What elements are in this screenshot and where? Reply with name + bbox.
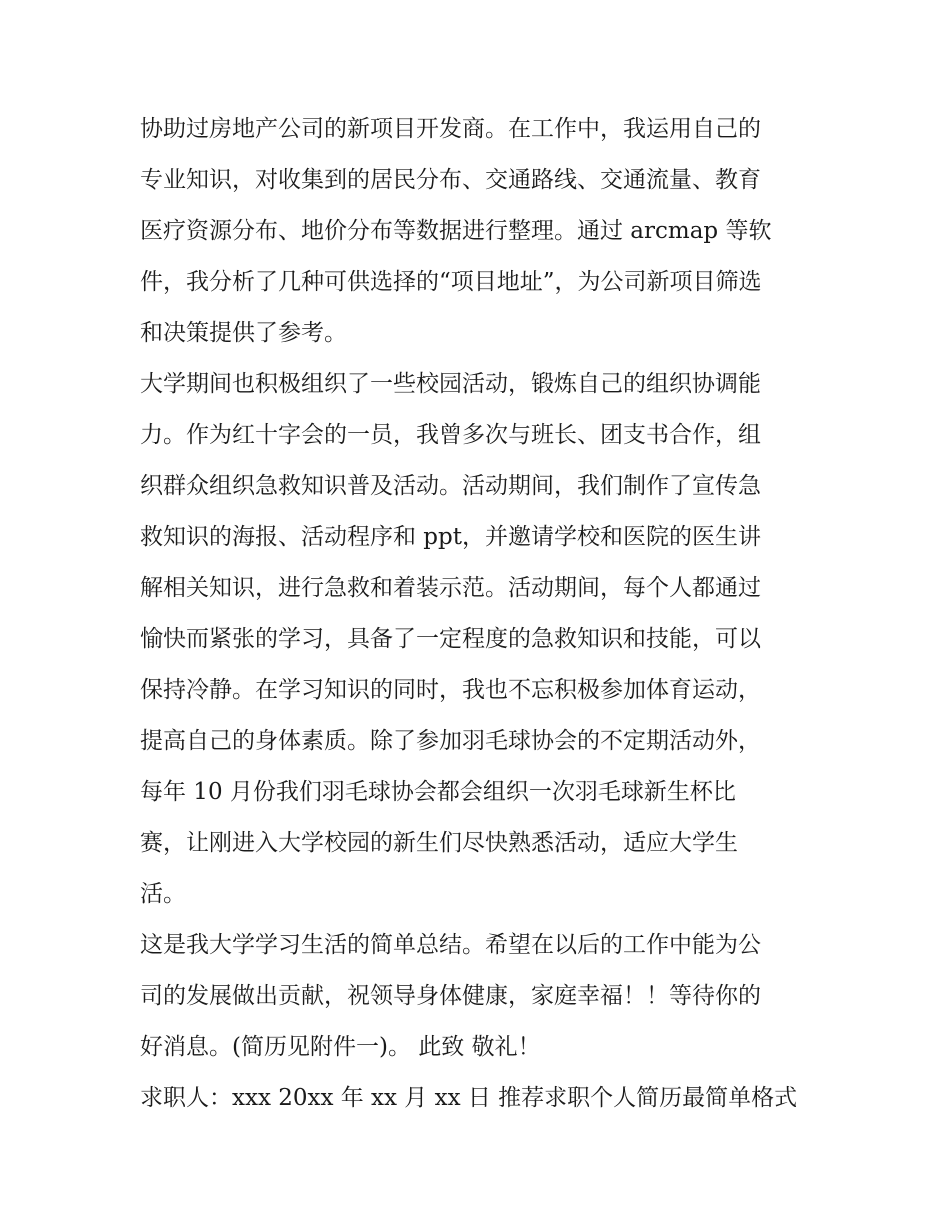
text-line: 这是我大学学习生活的简单总结。希望在以后的工作中能为公 [140, 932, 761, 958]
text-line: 愉快而紧张的学习，具备了一定程度的急救知识和技能，可以 [140, 626, 761, 652]
text-line: 协助过房地产公司的新项目开发商。在工作中，我运用自己的 [140, 116, 761, 142]
text-line: 专业知识，对收集到的居民分布、交通路线、交通流量、教育 [140, 167, 761, 193]
text-line: 大学期间也积极组织了一些校园活动，锻炼自己的组织协调能 [140, 371, 761, 397]
text-line: 解相关知识，进行急救和着装示范。活动期间，每个人都通过 [140, 575, 761, 601]
text-line: 活。 [140, 881, 186, 907]
document-body [140, 104, 820, 1124]
text-line: 医疗资源分布、地价分布等数据进行整理。通过 arcmap 等软 [140, 218, 772, 244]
text-line: 好消息。(简历见附件一)。 此致 敬礼！ [140, 1034, 541, 1060]
text-line: 织群众组织急救知识普及活动。活动期间，我们制作了宣传急 [140, 473, 761, 499]
text-line: 求职人：xxx 20xx 年 xx 月 xx 日 推荐求职个人简历最简单格式 [140, 1085, 798, 1111]
text-line: 力。作为红十字会的一员，我曾多次与班长、团支书合作，组 [140, 422, 761, 448]
text-line: 提高自己的身体素质。除了参加羽毛球协会的不定期活动外， [140, 728, 761, 754]
text-line: 保持冷静。在学习知识的同时，我也不忘积极参加体育运动， [140, 677, 761, 703]
text-line: 司的发展做出贡献，祝领导身体健康，家庭幸福！！等待你的 [140, 983, 761, 1009]
text-line: 和决策提供了参考。 [140, 320, 347, 346]
text-line: 赛，让刚进入大学校园的新生们尽快熟悉活动，适应大学生 [140, 830, 738, 856]
text-line: 件，我分析了几种可供选择的“项目地址”，为公司新项目筛选 [140, 269, 762, 295]
text-line: 每年 10 月份我们羽毛球协会都会组织一次羽毛球新生杯比 [140, 779, 736, 805]
text-line: 救知识的海报、活动程序和 ppt，并邀请学校和医院的医生讲 [140, 524, 761, 550]
